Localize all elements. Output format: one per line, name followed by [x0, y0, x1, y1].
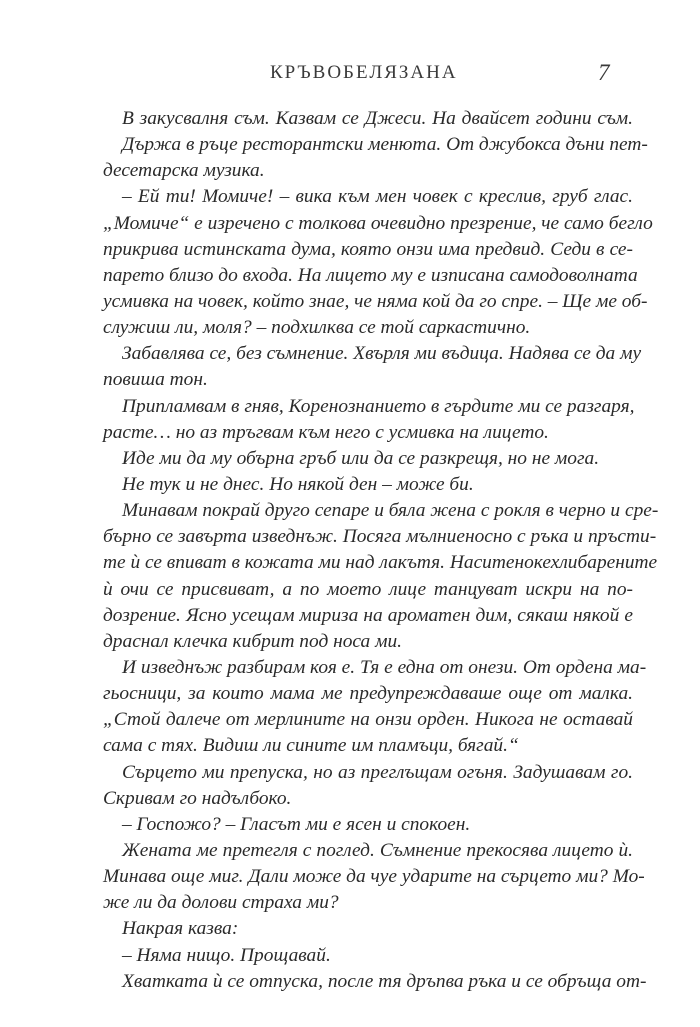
text-line: Минавам покрай друго сепаре и бяла жена с рокля в черно и сре- [122, 500, 659, 522]
text-line: Накрая казва: [122, 918, 239, 940]
text-line: „Стой далече от мерлините на онзи орден. Никога не оставай [103, 709, 633, 731]
text-line: – Госпожо? – Гласът ми е ясен и спокоен. [122, 813, 471, 835]
text-line: Забавлява се, без съмнение. Хвърля ми въдица. Надява се да му [122, 343, 642, 365]
text-line: – Ей ти! Момиче! – вика към мен човек с креслив, груб глас. [122, 186, 633, 208]
text-line: те ѝ се впиват в кожата ми над лакътя. Наситенокехлибарените [103, 552, 658, 574]
text-line: повиша тон. [103, 369, 208, 391]
text-line: Припламвам в гняв, Коренознанието в гърдите ми се разгаря, [122, 395, 635, 417]
text-line: Хватката ѝ се отпуска, после тя дръпва ръка и се обръща от- [122, 970, 647, 992]
text-line: бърно се завърта изведнъж. Посяга мълниеносно с ръка и пръсти- [103, 526, 657, 548]
text-line: Минава още миг. Дали може да чуе ударите на сърцето ми? Мо- [103, 866, 645, 888]
text-line: Скривам го надълбоко. [103, 787, 292, 809]
page-number: 7 [598, 60, 610, 85]
text-line: Сърцето ми препуска, но аз преглъщам огъня. Задушавам го. [122, 761, 633, 783]
text-line: сама с тях. Видиш ли сините им пламъци, бягай.“ [103, 735, 519, 757]
text-line: И изведнъж разбирам коя е. Тя е една от онези. От ордена ма- [122, 656, 647, 678]
text-line: парето близо до входа. На лицето му е изписана самодоволната [103, 264, 638, 286]
text-line: расте… но аз тръгвам към него с усмивка на лицето. [103, 421, 549, 443]
text-line: дозрение. Ясно усещам мириза на ароматен дим, сякаш някой е [103, 604, 633, 626]
text-line: же ли да долови страха ми? [103, 892, 339, 914]
text-line: гьосници, за които мама ме предупреждаваше още от малка. [103, 683, 633, 705]
text-line: В закусвалня съм. Казвам се Джеси. На двайсет години съм. [122, 108, 633, 129]
text-line: Жената ме претегля с поглед. Съмнение прекосява лицето ѝ. [122, 839, 633, 861]
page-header [0, 62, 700, 92]
text-line: – Няма нищо. Прощавай. [122, 944, 331, 966]
text-line: служиш ли, моля? – подхилква се той саркастично. [103, 317, 531, 339]
text-line: Не тук и не днес. Но някой ден – може би. [122, 473, 474, 495]
text-line: десетарска музика. [103, 160, 265, 182]
text-line: ѝ очи се присвиват, а по моето лице танцуват искри на по- [103, 578, 633, 600]
text-line: Иде ми да му обърна гръб или да се разкрещя, но не мога. [122, 447, 600, 469]
text-line: „Момиче“ е изречено с толкова очевидно презрение, че само бегло [103, 212, 653, 234]
text-line: усмивка на човек, който знае, че няма кой да го спре. – Ще ме об- [103, 290, 648, 312]
text-line: Държа в ръце ресторантски менюта. От джубокса дъни пет- [122, 134, 648, 156]
running-title: КРЪВОБЕЛЯЗАНА [270, 62, 458, 83]
text-line: драснал клечка кибрит под носа ми. [103, 630, 402, 652]
text-line: прикрива истинската дума, която онзи има предвид. Седи в се- [103, 238, 633, 260]
body-text [103, 106, 659, 995]
